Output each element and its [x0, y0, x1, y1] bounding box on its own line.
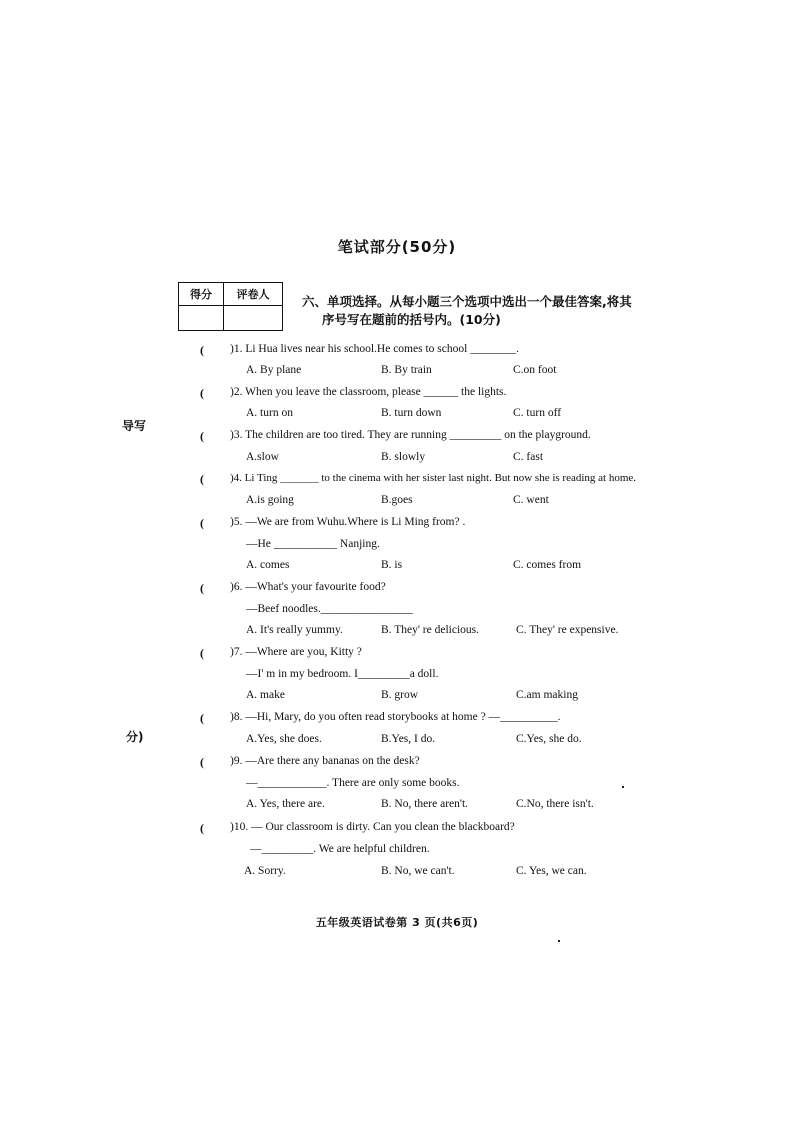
grader-cell[interactable] — [224, 306, 283, 331]
question-response-line: —____________. There are only some books. — [246, 777, 460, 789]
question-stem: )7. —Where are you, Kitty ? — [230, 646, 362, 658]
score-header: 得分 — [179, 283, 224, 306]
answer-bracket[interactable]: ( — [200, 516, 204, 530]
question-stem: )4. Li Ting _______ to the cinema with her sister last night. But now she is reading at home. — [230, 472, 637, 484]
question-response-line: —_________. We are helpful children. — [250, 843, 430, 855]
answer-bracket[interactable]: ( — [200, 755, 204, 769]
option-a: A. turn on — [246, 407, 293, 419]
question-response-line: —Beef noodles.________________ — [246, 603, 413, 615]
page-title: 笔试部分(50分) — [337, 238, 457, 256]
option-c: C.am making — [516, 689, 578, 701]
option-b: B. slowly — [381, 451, 426, 463]
option-a: A. make — [246, 689, 285, 701]
option-a: A.slow — [246, 451, 279, 463]
question-stem: )10. — Our classroom is dirty. Can you clean the blackboard? — [230, 821, 515, 833]
answer-bracket[interactable]: ( — [200, 386, 204, 400]
question-stem: )6. —What's your favourite food? — [230, 581, 386, 593]
option-c: C.No, there isn't. — [516, 798, 594, 810]
answer-bracket[interactable]: ( — [200, 646, 204, 660]
grader-header: 评卷人 — [224, 283, 283, 306]
score-table — [178, 282, 283, 331]
answer-bracket[interactable]: ( — [200, 711, 204, 725]
option-c: C. went — [513, 494, 549, 506]
section-instruction-line1: 六、单项选择。从每小题三个选项中选出一个最佳答案,将其 — [302, 294, 632, 309]
option-b: B. grow — [381, 689, 419, 701]
question-stem: )2. When you leave the classroom, please ______ the lights. — [230, 386, 507, 398]
margin-text-bottom: 分) — [126, 730, 144, 744]
option-b: B. They' re delicious. — [381, 624, 479, 636]
option-c: C. comes from — [513, 559, 582, 571]
score-cell[interactable] — [179, 306, 224, 331]
answer-bracket[interactable]: ( — [200, 429, 204, 443]
margin-text-top: 导写 — [122, 419, 147, 433]
option-a: A.Yes, she does. — [246, 733, 322, 745]
option-b: B. No, we can't. — [381, 865, 455, 877]
option-b: B.Yes, I do. — [381, 733, 436, 745]
question-stem: )3. The children are too tired. They are running _________ on the playground. — [230, 429, 591, 441]
option-a: A. It's really yummy. — [246, 624, 343, 636]
scan-speck — [558, 940, 560, 942]
question-stem: )9. —Are there any bananas on the desk? — [230, 755, 420, 767]
page-footer: 五年级英语试卷第 3 页(共6页) — [315, 916, 479, 929]
option-a: A. comes — [246, 559, 290, 571]
option-c: C. turn off — [513, 407, 562, 419]
question-response-line: —I' m in my bedroom. I_________a doll. — [246, 668, 439, 680]
option-a: A.is going — [246, 494, 294, 506]
answer-bracket[interactable]: ( — [200, 581, 204, 595]
question-stem: )5. —We are from Wuhu.Where is Li Ming from? . — [230, 516, 466, 528]
question-response-line: —He ___________ Nanjing. — [246, 538, 380, 550]
option-c: C. fast — [513, 451, 544, 463]
option-b: B. No, there aren't. — [381, 798, 469, 810]
scan-speck — [622, 786, 624, 788]
option-b: B.goes — [381, 494, 413, 506]
question-stem: )8. —Hi, Mary, do you often read storybooks at home ? —__________. — [230, 711, 561, 723]
option-c: C.Yes, she do. — [516, 733, 582, 745]
option-c: C. They' re expensive. — [516, 624, 619, 636]
option-b: B. By train — [381, 364, 432, 376]
option-c: C. Yes, we can. — [516, 865, 587, 877]
answer-bracket[interactable]: ( — [200, 343, 204, 357]
option-a: A. By plane — [246, 364, 302, 376]
question-stem: )1. Li Hua lives near his school.He comes to school ________. — [230, 343, 520, 355]
option-a: A. Yes, there are. — [246, 798, 325, 810]
option-b: B. is — [381, 559, 403, 571]
option-b: B. turn down — [381, 407, 442, 419]
option-c: C.on foot — [513, 364, 557, 376]
answer-bracket[interactable]: ( — [200, 472, 204, 486]
option-a: A. Sorry. — [244, 865, 286, 877]
section-instruction-line2: 序号写在题前的括号内。(10分) — [322, 312, 501, 327]
answer-bracket[interactable]: ( — [200, 821, 204, 835]
